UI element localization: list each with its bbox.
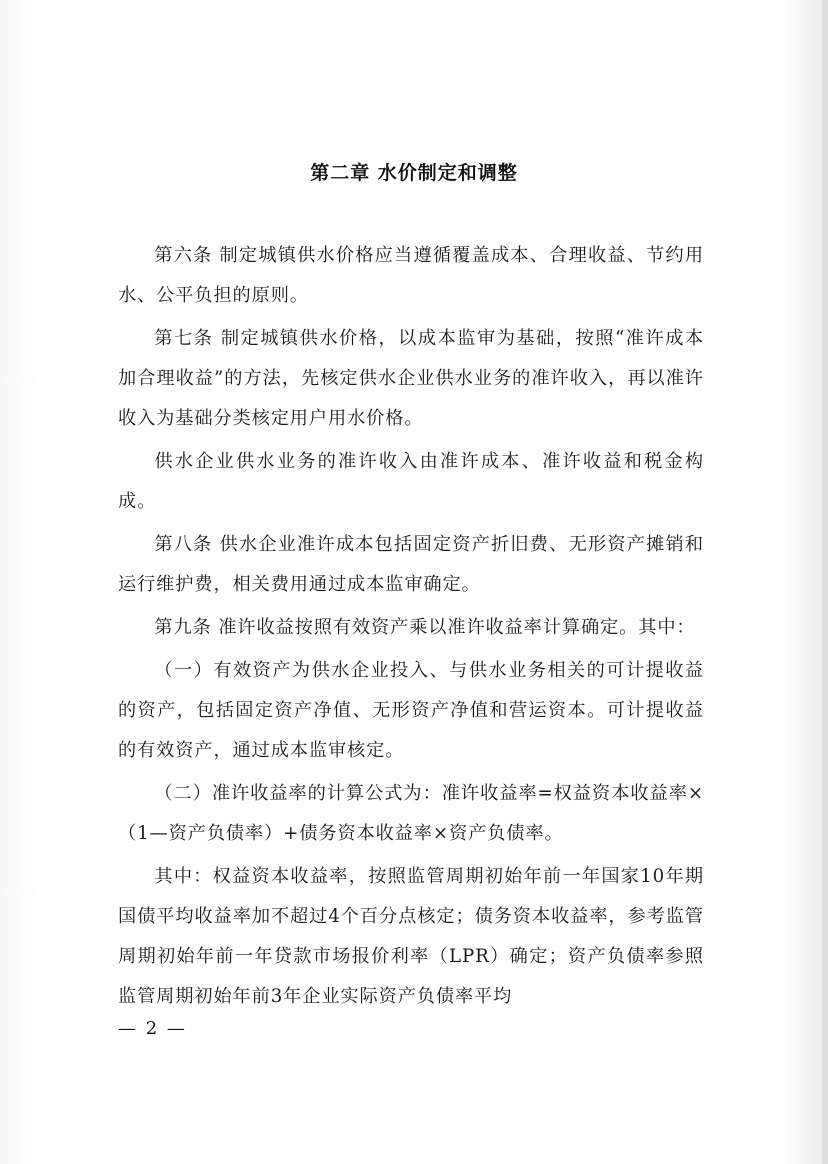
allowed-revenue-paragraph: 供水企业供水业务的准许收入由准许成本、准许收益和税金构成。 bbox=[118, 451, 704, 512]
effective-assets-paragraph: （一）有效资产为供水企业投入、与供水业务相关的可计提收益的资产，包括固定资产净值、无形资产净值和营运资本。可计提收益的有效资产，通过成本监审核定。 bbox=[118, 660, 704, 761]
return-rate-formula-paragraph: （二）准许收益率的计算公式为：准许收益率=权益资本收益率×（1—资产负债率）+债务资本收益率×资产负债率。 bbox=[118, 783, 704, 844]
article-7-paragraph: 第七条 制定城镇供水价格，以成本监审为基础，按照“准许成本加合理收益”的方法，先核定供水企业供水业务的准许收入，再以准许收入为基础分类核定用户用水价格。 bbox=[118, 328, 704, 429]
article-6-paragraph: 第六条 制定城镇供水价格应当遵循覆盖成本、合理收益、节约用水、公平负担的原则。 bbox=[118, 245, 704, 306]
article-8-paragraph: 第八条 供水企业准许成本包括固定资产折旧费、无形资产摊销和运行维护费，相关费用通过成本监审确定。 bbox=[118, 534, 704, 595]
article-9-paragraph: 第九条 准许收益按照有效资产乘以准许收益率计算确定。其中： bbox=[154, 617, 696, 638]
chapter-title: 第二章 水价制定和调整 bbox=[310, 162, 518, 184]
return-rate-details-paragraph: 其中：权益资本收益率，按照监管周期初始年前一年国家10年期国债平均收益率加不超过4个百分点核定；债务资本收益率，参考监管周期初始年前一年贷款市场报价利率（LPR）确定；资产负债率参照监管周期初始年前3年企业实际资产负债率平均 bbox=[118, 866, 704, 1007]
document-body bbox=[118, 236, 704, 1020]
scan-edge-strip bbox=[822, 0, 828, 1164]
page-number: — 2 — bbox=[118, 1018, 187, 1039]
